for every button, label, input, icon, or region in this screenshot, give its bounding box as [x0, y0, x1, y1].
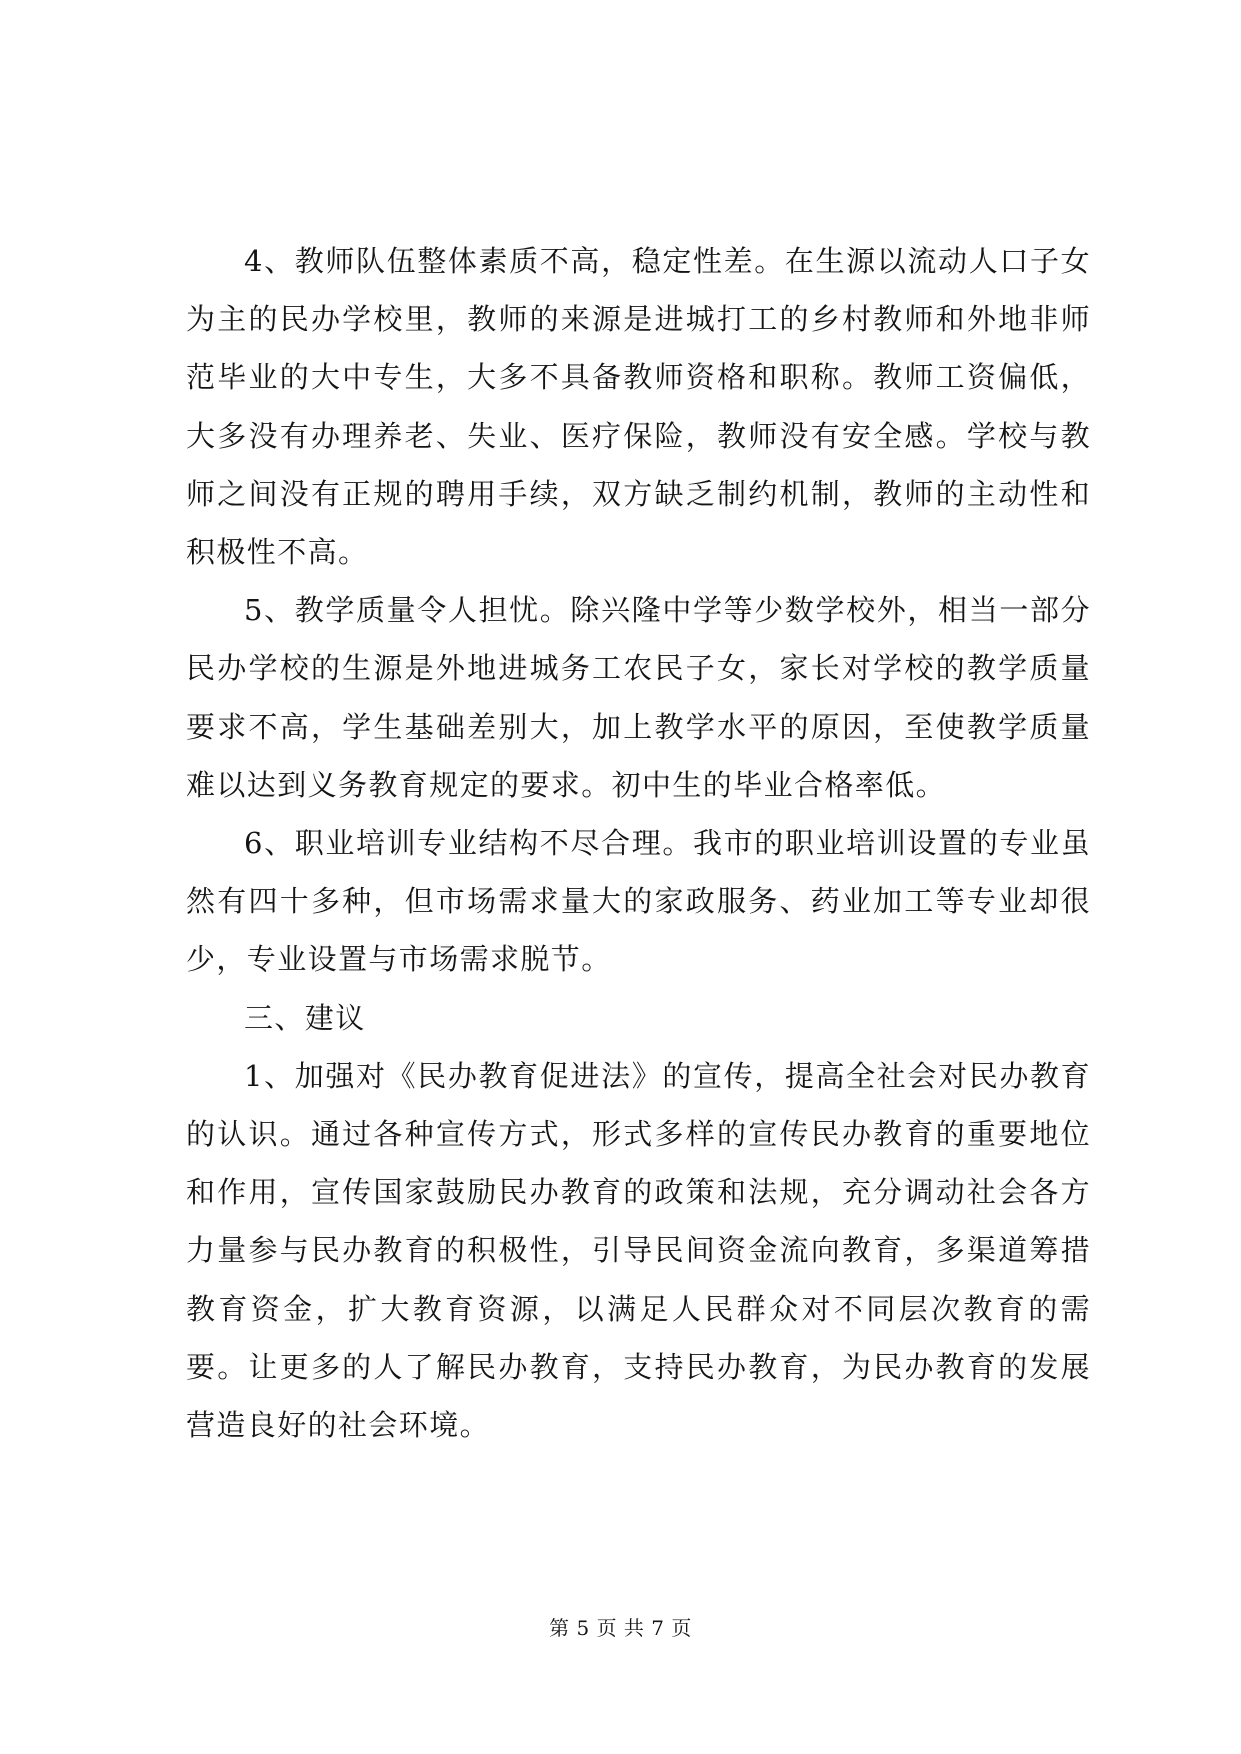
page-footer: 第 5 页 共 7 页	[549, 1616, 692, 1640]
section-heading-suggestions: 三、建议	[244, 1000, 366, 1035]
paragraph-teacher-quality: 4、教师队伍整体素质不高，稳定性差。在生源以流动人口子女为主的民办学校里，教师的来源是进城打工的乡村教师和外地非师范毕业的大中专生，大多不具备教师资格和职称。教师工资偏低，大多没有办理养老、失业、医疗保险，教师没有安全感。学校与教师之间没有正规的聘用手续，双方缺乏制约机制，教师的主动性和积极性不高。	[186, 244, 1091, 570]
document-body	[186, 232, 1091, 1454]
paragraph-suggestion-1: 1、加强对《民办教育促进法》的宣传，提高全社会对民办教育的认识。通过各种宣传方式，形式多样的宣传民办教育的重要地位和作用，宣传国家鼓励民办教育的政策和法规，充分调动社会各方力量参与民办教育的积极性，引导民间资金流向教育，多渠道筹措教育资金，扩大教育资源，以满足人民群众对不同层次教育的需要。让更多的人了解民办教育，支持民办教育，为民办教育的发展营造良好的社会环境。	[186, 1058, 1091, 1443]
paragraph-teaching-quality: 5、教学质量令人担忧。除兴隆中学等少数学校外，相当一部分民办学校的生源是外地进城务工农民子女，家长对学校的教学质量要求不高，学生基础差别大，加上教学水平的原因，至使教学质量难以达到义务教育规定的要求。初中生的毕业合格率低。	[186, 593, 1091, 802]
paragraph-vocational-training: 6、职业培训专业结构不尽合理。我市的职业培训设置的专业虽然有四十多种，但市场需求量大的家政服务、药业加工等专业却很少，专业设置与市场需求脱节。	[186, 826, 1091, 977]
